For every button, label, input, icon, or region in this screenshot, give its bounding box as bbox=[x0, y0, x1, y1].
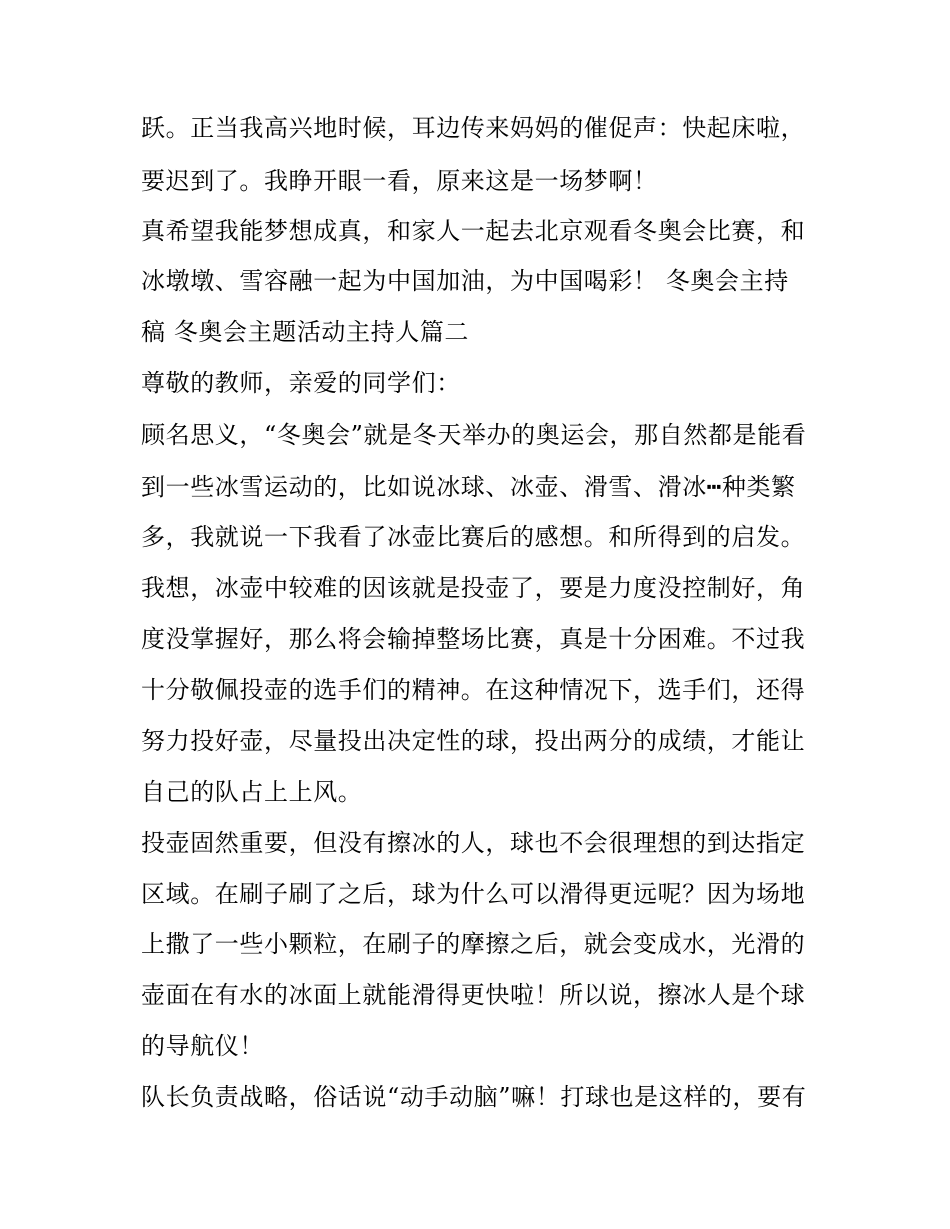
text-line: 度没掌握好，那么将会输掉整场比赛，真是十分困难。不过我 bbox=[141, 625, 806, 653]
text-line: 队长负责战略，俗话说“动手动脑”嘛！打球也是这样的，要有 bbox=[141, 1083, 807, 1111]
text-line: 多，我就说一下我看了冰壶比赛后的感想。和所得到的启发。 bbox=[141, 523, 806, 551]
text-line: 到一些冰雪运动的，比如说冰球、冰壶、滑雪、滑冰┅种类繁 bbox=[141, 473, 796, 501]
text-line: 投壶固然重要，但没有擦冰的人，球也不会很理想的到达指定 bbox=[141, 829, 806, 857]
text-line: 上撒了一些小颗粒，在刷子的摩擦之后，就会变成水，光滑的 bbox=[141, 930, 806, 958]
text-line: 真希望我能梦想成真，和家人一起去北京观看冬奥会比赛，和 bbox=[141, 217, 806, 245]
text-line: 尊敬的教师，亲爱的同学们： bbox=[141, 369, 461, 397]
text-line: 我想，冰壶中较难的因该就是投壶了，要是力度没控制好，角 bbox=[141, 574, 806, 602]
text-line: 稿 冬奥会主题活动主持人篇二 bbox=[141, 318, 470, 346]
text-line: 努力投好壶，尽量投出决定性的球，投出两分的成绩，才能让 bbox=[141, 727, 806, 755]
text-line: 自己的队占上上风。 bbox=[141, 778, 363, 806]
text-line: 要迟到了。我睁开眼一看，原来这是一场梦啊！ bbox=[141, 167, 658, 195]
text-line: 的导航仪！ bbox=[141, 1032, 264, 1060]
text-line: 区域。在刷子刷了之后，球为什么可以滑得更远呢？因为场地 bbox=[141, 880, 806, 908]
text-line: 十分敬佩投壶的选手们的精神。在这种情况下，选手们，还得 bbox=[141, 676, 806, 704]
text-line: 壶面在有水的冰面上就能滑得更快啦！所以说，擦冰人是个球 bbox=[141, 981, 806, 1009]
text-line: 顾名思义，“冬奥会”就是冬天举办的奥运会，那自然都是能看 bbox=[141, 421, 807, 449]
text-line: 跃。正当我高兴地时候，耳边传来妈妈的催促声：快起床啦， bbox=[141, 114, 806, 142]
text-line: 冰墩墩、雪容融一起为中国加油，为中国喝彩！ 冬奥会主持 bbox=[141, 267, 789, 295]
